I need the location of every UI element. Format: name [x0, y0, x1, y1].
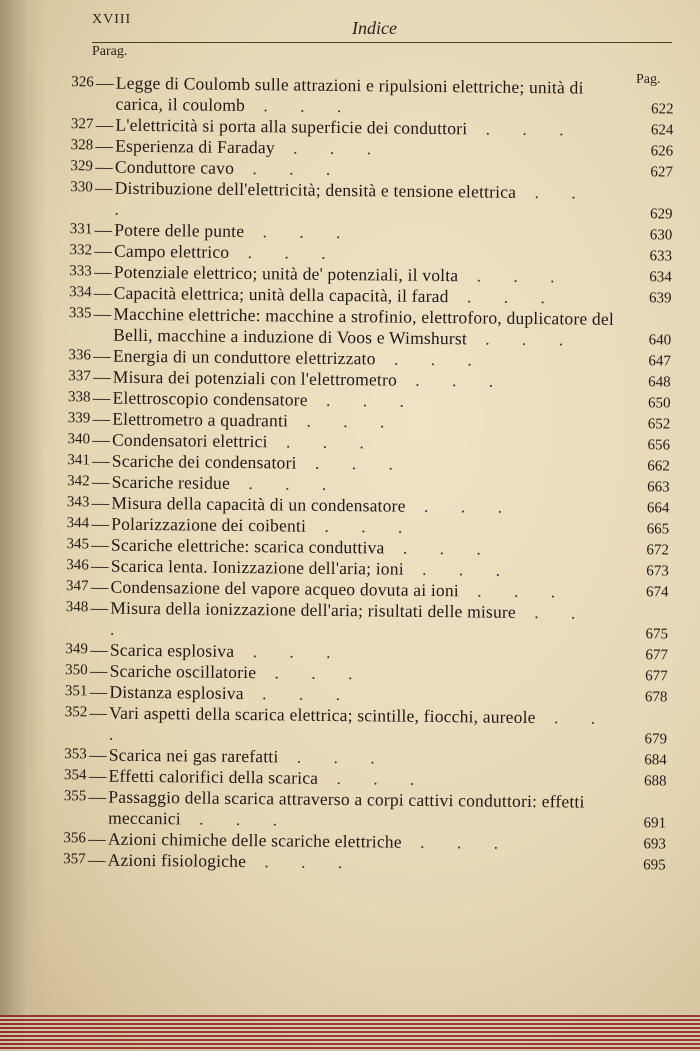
dash-separator: —	[92, 408, 111, 429]
paragraph-number: 348	[65, 599, 89, 616]
page-reference: 629	[649, 206, 673, 223]
page-reference: 695	[643, 857, 666, 874]
entry-title-text: Vari aspetti della scarica elettrica; scintille, fiocchi, aureole	[109, 702, 536, 728]
entry-title-text: Elettrometro a quadranti	[112, 408, 289, 431]
page-reference: 664	[646, 500, 670, 517]
toc-entry	[52, 177, 672, 225]
dot-leader: . . .	[114, 181, 590, 219]
page-reference: 675	[645, 626, 669, 643]
dash-separator: —	[90, 555, 109, 576]
page-reference: 647	[648, 353, 672, 370]
dash-separator: —	[90, 576, 109, 597]
page-reference: 656	[647, 437, 671, 454]
page-reference: 626	[650, 143, 674, 160]
entry-title-text: Esperienza di Faraday	[115, 135, 275, 158]
dash-separator: —	[92, 450, 110, 471]
page-reference: 677	[645, 647, 668, 664]
dot-leader: . . .	[396, 369, 508, 391]
entry-title-text: Distribuzione dell'elettricità; densità e tensione elettrica	[114, 177, 517, 202]
dash-separator: —	[89, 702, 108, 723]
page-reference: 688	[643, 773, 667, 790]
entry-title	[109, 703, 667, 751]
entry-title-text: Conduttore cavo	[114, 156, 235, 178]
paragraph-number: 339	[67, 410, 91, 427]
page-reference: 677	[645, 668, 668, 685]
page-reference: 627	[650, 164, 674, 181]
entry-title-text: Misura della capacità di un condensatore	[111, 492, 406, 516]
paragraph-number: 341	[67, 452, 90, 469]
entry-title-text: Legge di Coulomb sulle attrazioni e ripulsioni elettriche; unità di carica, il coulomb	[115, 72, 584, 116]
page-reference: 633	[649, 248, 673, 265]
paragraph-number: 338	[67, 389, 91, 406]
dash-separator: —	[89, 681, 108, 702]
page-reference: 665	[646, 521, 670, 538]
dash-separator: —	[92, 429, 110, 450]
page-reference: 679	[644, 731, 668, 748]
entry-title-text: Misura dei potenziali con l'elettrometro	[112, 366, 398, 390]
dot-leader: . . .	[401, 831, 513, 853]
page-reference: 672	[646, 542, 670, 559]
dot-leader: . . .	[234, 640, 345, 663]
dot-leader: . . .	[267, 431, 378, 453]
paragraph-number: 335	[68, 305, 92, 322]
paragraph-number: 353	[64, 746, 87, 763]
dash-separator: —	[93, 261, 112, 282]
entry-title-text: Condensazione del vapore acqueo dovuta ai ioni	[110, 576, 460, 601]
dash-separator: —	[94, 177, 113, 198]
paragraph-number: 346	[66, 557, 89, 574]
dot-leader: . . .	[296, 452, 408, 474]
dot-leader: . . .	[458, 580, 570, 602]
page-reference: 684	[644, 752, 667, 769]
entry-title-text: Polarizzazione dei coibenti	[111, 513, 307, 536]
paragraph-number: 355	[63, 788, 87, 805]
page-reference: 622	[650, 101, 674, 118]
dash-separator: —	[92, 366, 111, 387]
dot-leader: . . .	[108, 707, 610, 744]
paragraph-number: 333	[69, 263, 92, 280]
entry-title-text: Scariche elettriche: scarica conduttiva	[110, 534, 385, 558]
page-reference: 674	[645, 584, 669, 601]
entry-title	[115, 73, 673, 121]
dot-leader: . . .	[307, 389, 419, 411]
dash-separator: —	[89, 660, 108, 681]
dash-separator: —	[90, 597, 109, 618]
page-reference: 630	[649, 227, 673, 244]
entry-title-text: Energia di un conduttore elettrizzato	[112, 345, 376, 369]
paragraph-number: 342	[67, 473, 90, 490]
dash-separator: —	[88, 744, 107, 765]
dot-leader: . . .	[318, 767, 429, 789]
entry-title-text: Capacità elettrica; unità della capacità, il farad	[113, 282, 449, 307]
dot-leader: . . .	[229, 241, 340, 264]
page-header	[92, 12, 672, 43]
dot-leader: . . .	[288, 410, 399, 432]
dash-separator: —	[95, 156, 113, 177]
paragraph-number: 347	[65, 578, 89, 595]
entry-title	[110, 598, 668, 646]
entry-title-text: Scariche residue	[111, 471, 231, 493]
dot-leader: . . .	[243, 683, 355, 705]
page-reference: 663	[647, 479, 670, 496]
paragraph-number: 327	[70, 116, 94, 133]
dash-separator: —	[88, 765, 107, 786]
entry-title-text: Scarica nei gas rarefatti	[108, 744, 279, 767]
dot-leader: . . .	[448, 286, 559, 308]
page-reference: 634	[649, 269, 672, 286]
entry-title-text: Condensatori elettrici	[111, 429, 268, 452]
page-reference: 693	[643, 836, 666, 853]
page-reference: 624	[650, 122, 674, 139]
dash-separator: —	[91, 513, 110, 534]
dash-separator: —	[92, 387, 111, 408]
entry-title-text: Azioni chimiche delle scariche elettriche	[107, 828, 402, 852]
paragraph-number: 332	[69, 242, 93, 259]
dot-leader: . . .	[405, 495, 516, 517]
dot-leader: . . .	[466, 328, 578, 350]
paragraph-number: 328	[70, 137, 94, 154]
entry-title-text: Passaggio della scarica attraverso a corpi cattivi conduttori: effetti meccanici	[108, 786, 585, 829]
dash-separator: —	[91, 471, 110, 492]
entry-title-text: Scarica esplosiva	[109, 639, 235, 661]
dot-leader: . . .	[458, 265, 569, 287]
entry-title-text: Campo elettrico	[113, 240, 230, 262]
entry-title	[114, 178, 672, 226]
dot-leader: . . .	[384, 537, 495, 559]
paragraph-number: 326	[71, 74, 94, 91]
paragraph-number: 352	[64, 704, 88, 721]
entry-title-text: Potenziale elettrico; unità de' potenziali, il volta	[113, 261, 459, 286]
dot-leader: . . .	[110, 601, 590, 639]
dash-separator: —	[87, 849, 106, 870]
paragraph-number: 357	[63, 851, 86, 868]
paragraph-number: 343	[66, 494, 90, 511]
paragraph-number: 351	[64, 683, 88, 700]
page-number: XVIII	[92, 12, 132, 27]
dash-separator: —	[88, 786, 107, 807]
page-reference: 650	[647, 395, 671, 412]
page-reference: 652	[647, 416, 671, 433]
paragraph-number: 330	[70, 179, 93, 196]
column-header-pag: Pag.	[636, 72, 661, 87]
dash-separator: —	[93, 345, 111, 366]
toc-entry	[51, 303, 671, 351]
page-reference: 673	[646, 563, 669, 580]
dash-separator: —	[91, 534, 109, 555]
paragraph-number: 340	[67, 431, 91, 448]
paragraph-number: 349	[65, 641, 88, 658]
paragraph-number: 334	[69, 284, 92, 301]
dot-leader: . . .	[403, 558, 515, 580]
entry-title-text: Potere delle punte	[114, 219, 245, 242]
dot-leader: . . .	[306, 515, 417, 537]
paragraph-number: 329	[70, 158, 94, 175]
dash-separator: —	[88, 828, 106, 849]
dash-separator: —	[95, 135, 114, 156]
entry-title-text: Scarica lenta. Ionizzazione dell'aria; ioni	[110, 555, 404, 579]
dash-separator: —	[93, 282, 112, 303]
paragraph-number: 345	[66, 536, 90, 553]
entry-title-text: Distanza esplosiva	[109, 681, 244, 704]
entry-title	[108, 787, 666, 835]
dot-leader: . . .	[375, 348, 486, 370]
paragraph-number: 331	[69, 221, 93, 238]
dot-leader: . . .	[244, 95, 356, 117]
toc-entry	[53, 72, 673, 120]
entry-title-text: Elettroscopio condensatore	[112, 387, 308, 410]
dot-leader: . . .	[467, 118, 578, 140]
table-of-contents	[46, 66, 674, 876]
dot-leader: . . .	[244, 221, 355, 243]
entry-title-text: Effetti calorifici della scarica	[108, 765, 319, 788]
page-reference: 662	[647, 458, 670, 475]
entry-title-text: L'elettricità si porta alla superficie dei conduttori	[115, 114, 468, 139]
entry-title-text: Scariche dei condensatori	[111, 450, 297, 473]
toc-entry	[48, 597, 668, 645]
dash-separator: —	[95, 114, 114, 135]
dash-separator: —	[91, 492, 110, 513]
entry-title-text: Misura della ionizzazione dell'aria; risultati delle misure	[110, 597, 517, 622]
paragraph-number: 344	[66, 515, 90, 532]
running-title: Indice	[352, 18, 397, 38]
paragraph-number: 336	[68, 347, 92, 364]
toc-entry	[47, 702, 667, 750]
dash-separator: —	[94, 219, 113, 240]
dot-leader: . . .	[229, 472, 341, 495]
page-reference: 639	[649, 290, 672, 307]
paragraph-number: 350	[65, 662, 88, 679]
dot-leader: . . .	[278, 746, 389, 768]
dash-separator: —	[90, 639, 108, 660]
entry-title	[108, 850, 666, 877]
entry-title	[113, 304, 671, 352]
dot-leader: . . .	[274, 137, 386, 159]
page-reference: 648	[648, 374, 671, 391]
dot-leader: . . .	[180, 808, 292, 830]
paragraph-number: 356	[63, 830, 86, 847]
page-reference: 691	[643, 815, 667, 832]
dot-leader: . . .	[256, 662, 367, 684]
entry-title-text: Scariche oscillatorie	[109, 660, 257, 683]
entry-title-text: Azioni fisiologiche	[107, 849, 247, 872]
paragraph-number: 337	[68, 368, 91, 385]
dash-separator: —	[94, 240, 112, 261]
entry-title-text: Macchine elettriche: macchine a strofinio, elettroforo, duplicatore del Belli, macchine a induzione di Voos e Wimshurst	[113, 303, 615, 349]
column-header-parag: Parag.	[92, 44, 128, 59]
page-reference: 678	[644, 689, 668, 706]
dot-leader: . . .	[246, 851, 357, 873]
dot-leader: . . .	[233, 157, 345, 180]
page-reference: 640	[648, 332, 672, 349]
dash-separator: —	[95, 72, 114, 93]
toc-entry	[46, 786, 666, 834]
dash-separator: —	[93, 303, 112, 324]
paragraph-number: 354	[63, 767, 87, 784]
